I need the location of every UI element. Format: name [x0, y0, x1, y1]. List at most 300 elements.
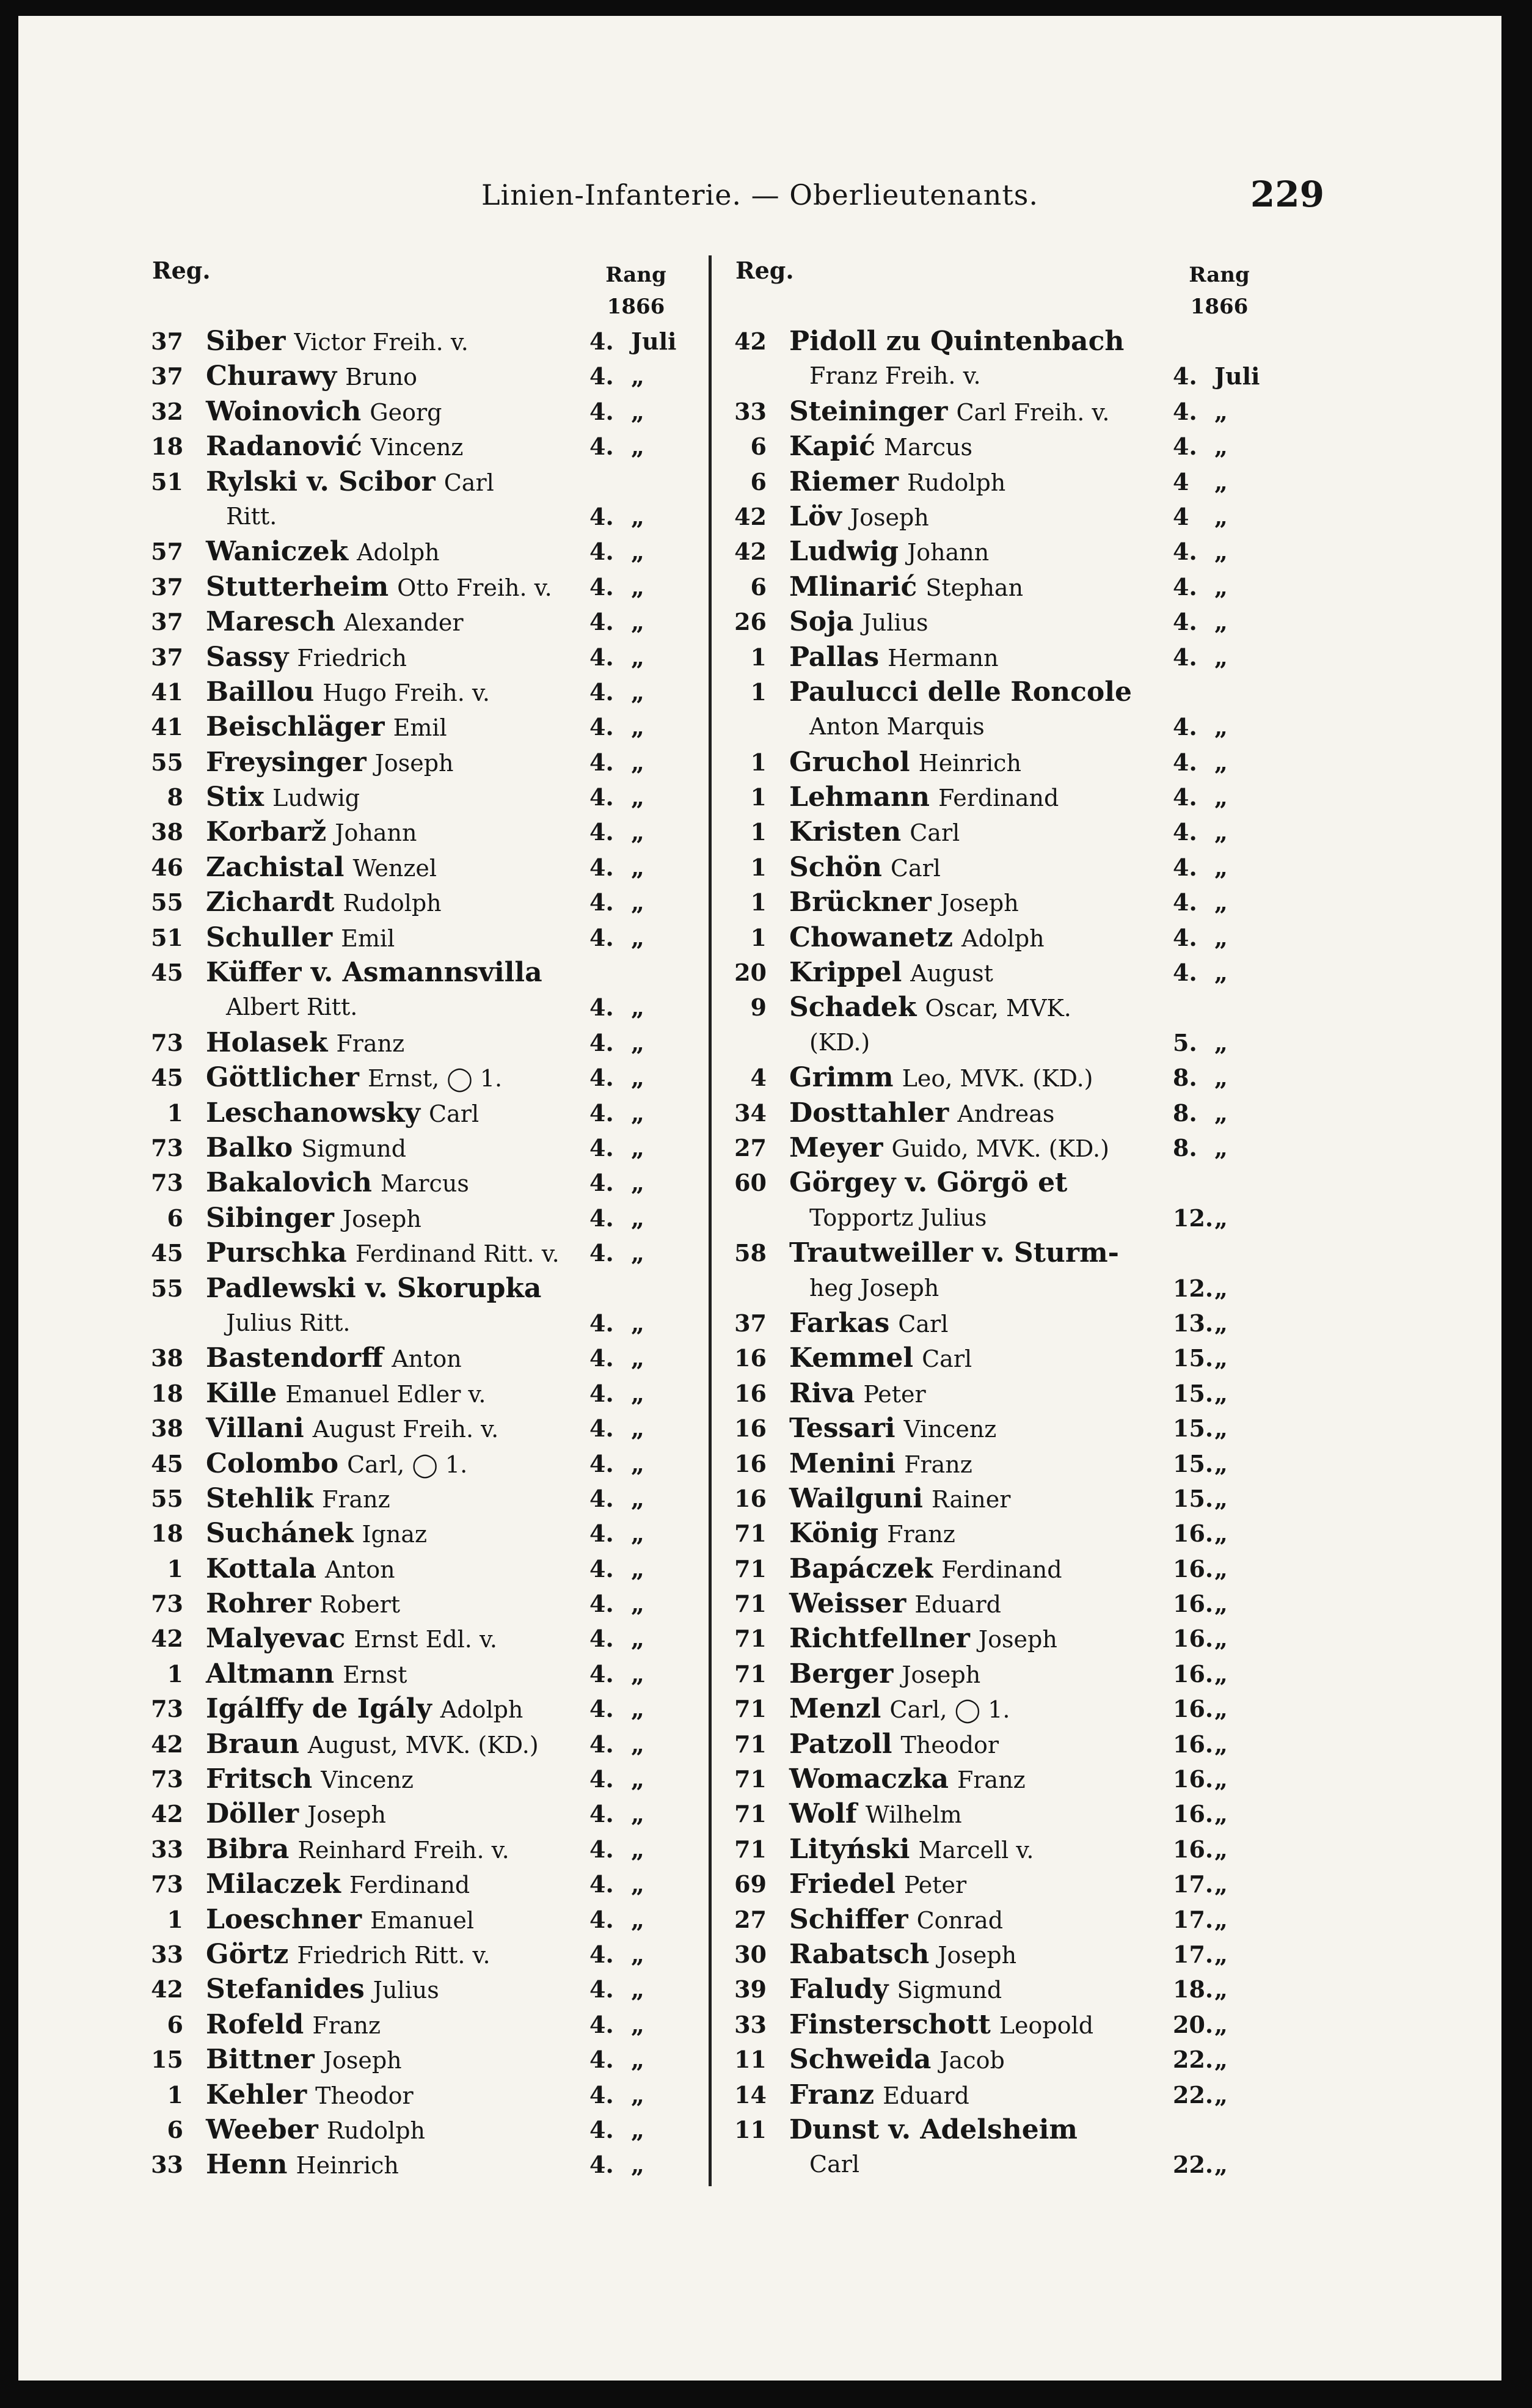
list-item: [131, 955, 681, 990]
given-name: Vincenz: [903, 1416, 997, 1443]
surname: Lehmann: [789, 781, 930, 813]
given-name: Eduard: [914, 1591, 1001, 1619]
list-item: [131, 1656, 681, 1691]
list-item: [131, 324, 681, 359]
rank-month: „: [631, 1835, 644, 1863]
rank-month: „: [1214, 573, 1228, 601]
given-name: Alexander: [343, 609, 464, 637]
regiment-number: 51: [151, 467, 183, 496]
list-item: [131, 1691, 681, 1726]
rank-day: 16.: [1173, 1554, 1214, 1583]
given-name: Marcus: [884, 434, 973, 461]
given-name: Ludwig: [272, 785, 360, 812]
rank-day: 4.: [589, 923, 614, 951]
rank-day: 4.: [589, 888, 614, 917]
rank-day: 4.: [589, 538, 614, 566]
rank-month: „: [1214, 1520, 1228, 1548]
given-name: Vincenz: [321, 1766, 414, 1794]
rank-day: 4.: [589, 1695, 614, 1723]
surname: Steininger: [789, 395, 948, 427]
list-item: [715, 1306, 1264, 1341]
surname: Stutterheim: [206, 571, 389, 602]
regiment-number: 4: [750, 1064, 767, 1092]
rank-day: 4.: [589, 608, 614, 636]
name-continuation: Anton Marquis: [809, 713, 985, 741]
list-item: [131, 2147, 681, 2182]
list-item: [715, 1621, 1264, 1656]
surname: Ludwig: [789, 536, 899, 568]
rank-day: 4.: [589, 1099, 614, 1127]
rank-day: 22.: [1173, 2080, 1214, 2109]
rank-month: „: [1214, 1028, 1228, 1056]
officer-name: [789, 745, 1021, 781]
rank-month: „: [631, 608, 644, 636]
regiment-number: 39: [734, 1975, 767, 2004]
rank-day: 16.: [1173, 1625, 1214, 1653]
regiment-number: 71: [734, 1730, 767, 1758]
regiment-number: 73: [151, 1133, 183, 1162]
list-item: [715, 1235, 1264, 1270]
officer-name: [789, 1306, 948, 1342]
officer-name: [206, 885, 442, 921]
officer-name: [789, 1691, 1010, 1727]
given-name: Heinrich: [918, 749, 1021, 777]
rank-day: 16.: [1173, 1695, 1214, 1723]
rank-month: „: [1214, 923, 1228, 951]
list-item: [131, 394, 681, 429]
rank-day: 4.: [589, 1765, 614, 1793]
given-name: Joseph: [374, 749, 454, 777]
rank-month: „: [631, 2151, 644, 2179]
given-name: Ferdinand: [941, 1556, 1062, 1583]
rank-day: 4.: [589, 502, 614, 530]
rank-month: „: [631, 713, 644, 741]
regiment-number: 73: [151, 1765, 183, 1793]
rank-month: „: [1214, 1800, 1228, 1828]
rank-day: 22.: [1173, 2151, 1214, 2179]
surname: Zichardt: [206, 887, 335, 918]
surname: Stix: [206, 781, 264, 813]
list-item: [715, 1796, 1264, 1831]
rank-month: „: [631, 1765, 644, 1793]
officer-name: [789, 604, 928, 640]
officer-name: [206, 1656, 407, 1693]
list-item: [131, 640, 681, 675]
rank-day: 4.: [589, 1730, 614, 1758]
list-item: [131, 2042, 681, 2077]
rank-day: 15.: [1173, 1414, 1214, 1443]
regiment-number: 16: [734, 1379, 767, 1407]
rang-heading: [605, 259, 666, 323]
list-item: [131, 1096, 681, 1130]
rank-month: „: [631, 1064, 644, 1092]
list-item: [131, 1762, 681, 1796]
officer-name: [206, 324, 469, 360]
rank-month: „: [1214, 1204, 1228, 1232]
list-item: [715, 359, 1264, 393]
surname: Malyevac: [206, 1623, 346, 1655]
regiment-number: 42: [734, 328, 767, 355]
rank-day: 16.: [1173, 1660, 1214, 1688]
book-page: [18, 16, 1501, 2381]
surname: Paulucci delle Roncole: [789, 676, 1132, 708]
rank-month: „: [631, 1414, 644, 1443]
rank-month: „: [631, 1660, 644, 1688]
surname: Stefanides: [206, 1974, 365, 2005]
surname: Grimm: [789, 1062, 894, 1094]
list-item: [715, 1060, 1264, 1095]
officer-name: [206, 2042, 402, 2078]
rank-month: „: [631, 818, 644, 846]
list-item: [131, 1586, 681, 1621]
officer-name: [206, 1025, 404, 1061]
officer-name: [206, 1201, 421, 1237]
list-item: [715, 1481, 1264, 1516]
surname: Freysinger: [206, 746, 367, 778]
given-name: Emil: [393, 714, 447, 742]
officer-name: [206, 1551, 395, 1587]
regiment-number: 16: [734, 1449, 767, 1477]
given-name: Carl: [443, 469, 494, 496]
rank-month: „: [1214, 1414, 1228, 1443]
rank-day: 16.: [1173, 1800, 1214, 1828]
surname: Kapić: [789, 431, 876, 463]
officer-name: [206, 2112, 425, 2148]
regiment-number: 8: [167, 783, 183, 811]
officer-name: [789, 1165, 1067, 1200]
rank-month: „: [1214, 1660, 1228, 1688]
rank-day: 4.: [589, 713, 614, 741]
rang-year: 1866: [607, 295, 665, 319]
officer-name: [206, 1376, 486, 1412]
regiment-number: 18: [151, 433, 183, 461]
rank-day: 8.: [1173, 1099, 1197, 1127]
rank-month: „: [631, 1870, 644, 1898]
rank-month: „: [631, 1590, 644, 1618]
regiment-number: 45: [151, 1239, 183, 1267]
officer-name: [206, 1130, 406, 1166]
rang-year: 1866: [1190, 295, 1249, 319]
surname: Chowanetz: [789, 921, 954, 953]
regiment-number: 30: [734, 1940, 767, 1968]
given-name: Johann: [335, 819, 417, 847]
list-item: [715, 2112, 1264, 2147]
rank-day: 4.: [589, 1835, 614, 1863]
given-name: Ferdinand: [349, 1872, 470, 1899]
regiment-number: 60: [734, 1169, 767, 1197]
rank-month: „: [631, 502, 644, 530]
given-name: Rudolph: [907, 469, 1006, 496]
list-item: [715, 1902, 1264, 1937]
regiment-number: 73: [151, 1169, 183, 1197]
surname: Beischläger: [206, 711, 385, 743]
officer-name: [789, 394, 1109, 430]
officer-name: [206, 604, 464, 640]
rank-day: 4.: [589, 1379, 614, 1407]
regiment-number: 1: [750, 853, 767, 881]
rank-day: 5.: [1173, 1028, 1197, 1056]
name-continuation: (KD.): [809, 1028, 870, 1056]
surname: Menini: [789, 1447, 896, 1479]
surname: Schön: [789, 851, 882, 883]
officer-name: [789, 1096, 1054, 1132]
rank-day: 8.: [1173, 1064, 1197, 1092]
list-item: [715, 1165, 1264, 1200]
officer-name: [206, 1235, 560, 1272]
rank-day: 4.: [589, 1800, 614, 1828]
given-name: Joseph: [323, 2047, 402, 2074]
regiment-number: 1: [750, 923, 767, 951]
surname: Görtz: [206, 1938, 289, 1970]
list-item: [715, 429, 1264, 464]
regiment-number: 9: [750, 994, 767, 1022]
rank-month: „: [1214, 1730, 1228, 1758]
rank-month: „: [631, 748, 644, 776]
officer-name: [206, 920, 395, 956]
list-item: [131, 885, 681, 920]
list-item: [131, 1832, 681, 1867]
running-title: Linien-Infanterie. — Oberlieutenants.: [481, 178, 1039, 211]
rank-day: 4.: [589, 818, 614, 846]
rank-day: 4.: [1173, 783, 1197, 811]
rank-month: „: [631, 1133, 644, 1162]
officer-name: [206, 1096, 479, 1132]
surname: Rohrer: [206, 1588, 312, 1620]
officer-name: [789, 534, 989, 570]
rank-month: „: [631, 1905, 644, 1933]
surname: Dunst v. Adelsheim: [789, 2113, 1078, 2145]
officer-name: [206, 1271, 541, 1306]
surname: Holasek: [206, 1027, 328, 1058]
regiment-number: 45: [151, 1449, 183, 1477]
surname: Bittner: [206, 2044, 315, 2076]
officer-name: [206, 1446, 467, 1482]
left-entries: [131, 324, 681, 2183]
given-name: Peter: [863, 1380, 926, 1408]
rank-month: „: [1214, 1905, 1228, 1933]
surname: Patzoll: [789, 1728, 892, 1760]
given-name: Ernst: [343, 1661, 407, 1688]
rank-day: 4.: [589, 1520, 614, 1548]
officer-name: [206, 955, 542, 990]
list-item: [715, 709, 1264, 744]
surname: Kristen: [789, 816, 902, 848]
list-item: [715, 675, 1264, 709]
given-name: Carl: [429, 1100, 480, 1127]
rank-month: „: [631, 1940, 644, 1968]
list-item: [715, 1341, 1264, 1375]
surname: Küffer v. Asmannsvilla: [206, 957, 542, 989]
list-item: [131, 1937, 681, 1972]
column-divider: [709, 255, 712, 2186]
rank-month: „: [1214, 888, 1228, 917]
surname: Rylski v. Scibor: [206, 466, 436, 497]
surname: Schuller: [206, 921, 333, 953]
regiment-number: 6: [167, 2010, 183, 2038]
given-name: Franz: [322, 1485, 390, 1513]
given-name: Rudolph: [326, 2117, 426, 2144]
regiment-number: 16: [734, 1344, 767, 1372]
given-name: Anton: [392, 1345, 462, 1373]
surname: Baillou: [206, 676, 315, 708]
rank-month: „: [1214, 1975, 1228, 2004]
officer-name: [206, 359, 417, 395]
officer-name: [206, 1727, 539, 1763]
given-name: Julius: [862, 609, 928, 637]
given-name: Carl: [910, 819, 960, 847]
rank-month: „: [1214, 397, 1228, 425]
officer-name: [206, 1516, 427, 1552]
regiment-number: 6: [167, 1204, 183, 1232]
officer-name: [206, 1411, 498, 1447]
rank-month: „: [631, 853, 644, 881]
rank-month: „: [631, 1099, 644, 1127]
officer-name: [206, 1867, 470, 1903]
surname: Padlewski v. Skorupka: [206, 1272, 542, 1304]
rank-month: „: [1214, 538, 1228, 566]
regiment-number: 32: [151, 397, 183, 425]
rank-day: 4.: [1173, 608, 1197, 636]
rank-month: „: [631, 1169, 644, 1197]
given-name: Joseph: [978, 1626, 1057, 1653]
given-name: Julius: [373, 1977, 439, 2004]
officer-name: [206, 709, 447, 745]
given-name: Hermann: [888, 644, 999, 672]
officer-name: [206, 1621, 497, 1657]
given-name: Joseph: [938, 1941, 1017, 1969]
surname: Göttlicher: [206, 1062, 359, 1094]
regiment-number: 6: [167, 2115, 183, 2143]
rank-month: „: [631, 1449, 644, 1477]
officer-name: [789, 780, 1059, 816]
rank-day: 4.: [1173, 748, 1197, 776]
list-item: [715, 1691, 1264, 1726]
list-item: [131, 1341, 681, 1375]
list-item: [715, 1025, 1264, 1060]
given-name: Franz: [904, 1451, 972, 1478]
surname: Balko: [206, 1132, 293, 1163]
list-item: [715, 1586, 1264, 1621]
surname: Riva: [789, 1377, 855, 1409]
given-name: Joseph: [307, 1801, 387, 1829]
regiment-number: 6: [750, 573, 767, 601]
regiment-number: 34: [734, 1099, 767, 1127]
rank-day: 4.: [1173, 818, 1197, 846]
rank-day: 4.: [589, 397, 614, 425]
officer-name: [789, 1516, 955, 1552]
list-item: [715, 569, 1264, 604]
surname: Zachistal: [206, 851, 345, 883]
list-item: [131, 604, 681, 639]
regiment-number: 27: [734, 1133, 767, 1162]
regiment-number: 37: [734, 1309, 767, 1337]
surname: Schiffer: [789, 1903, 908, 1935]
rank-day: 12.: [1173, 1274, 1214, 1302]
officer-name: [789, 2112, 1078, 2147]
regiment-number: 71: [734, 1835, 767, 1863]
rank-month: „: [631, 994, 644, 1022]
rank-day: 4.: [1173, 397, 1197, 425]
regiment-number: 26: [734, 608, 767, 636]
rank-day: 4.: [589, 433, 614, 461]
surname: Villani: [206, 1413, 304, 1444]
rank-month: „: [1214, 1940, 1228, 1968]
regiment-number: 33: [151, 2151, 183, 2179]
surname: Tessari: [789, 1413, 895, 1444]
list-item: [715, 1201, 1264, 1235]
regiment-number: 42: [151, 1625, 183, 1653]
regiment-number: 46: [151, 853, 183, 881]
given-name: Adolph: [961, 924, 1045, 952]
regiment-number: 1: [167, 1554, 183, 1583]
regiment-number: 71: [734, 1800, 767, 1828]
rank-day: 4.: [589, 994, 614, 1022]
list-item: [715, 534, 1264, 569]
rank-day: 15.: [1173, 1379, 1214, 1407]
regiment-number: 1: [167, 2080, 183, 2109]
rank-month: „: [631, 2115, 644, 2143]
given-name: Heinrich: [296, 2152, 399, 2179]
officer-name: [206, 1586, 400, 1622]
surname: Braun: [206, 1728, 299, 1760]
list-item: [715, 1762, 1264, 1796]
given-name: Reinhard Freih. v.: [297, 1836, 509, 1864]
list-item: [131, 1551, 681, 1586]
surname: Bastendorff: [206, 1342, 384, 1374]
name-continuation: Ritt.: [226, 502, 277, 530]
rank-month: „: [1214, 2080, 1228, 2109]
list-item: [715, 499, 1264, 534]
list-item: [715, 1096, 1264, 1130]
given-name: Franz: [312, 2011, 381, 2039]
regiment-number: 71: [734, 1554, 767, 1583]
regiment-number: 18: [151, 1520, 183, 1548]
list-item: [131, 1411, 681, 1446]
list-item: [715, 850, 1264, 885]
rank-month: „: [631, 783, 644, 811]
right-entries: [715, 324, 1264, 2183]
regiment-number: 71: [734, 1660, 767, 1688]
officer-name: [789, 1586, 1001, 1622]
officer-name: [789, 814, 960, 851]
list-item: [715, 2007, 1264, 2042]
list-item: [131, 780, 681, 814]
rank-day: 16.: [1173, 1520, 1214, 1548]
regiment-number: 11: [734, 2115, 767, 2143]
surname: Radanović: [206, 431, 362, 463]
rank-month: „: [1214, 959, 1228, 987]
list-item: [715, 2147, 1264, 2182]
regiment-number: 37: [151, 362, 183, 390]
list-item: [715, 955, 1264, 990]
list-item: [715, 2042, 1264, 2077]
given-name: Carl Freih. v.: [956, 398, 1110, 426]
list-item: [131, 1481, 681, 1516]
regiment-number: 14: [734, 2080, 767, 2109]
rank-month: „: [1214, 1484, 1228, 1512]
list-item: [131, 850, 681, 885]
regiment-number: 58: [734, 1239, 767, 1267]
regiment-number: 51: [151, 923, 183, 951]
surname: Faludy: [789, 1974, 889, 2005]
rank-day: 16.: [1173, 1765, 1214, 1793]
given-name: Andreas: [957, 1100, 1055, 1127]
officer-name: [206, 1796, 386, 1832]
surname: Bapáczek: [789, 1553, 933, 1584]
reg-heading: Reg.: [735, 257, 794, 284]
list-item: [131, 569, 681, 604]
rank-month: „: [1214, 1835, 1228, 1863]
